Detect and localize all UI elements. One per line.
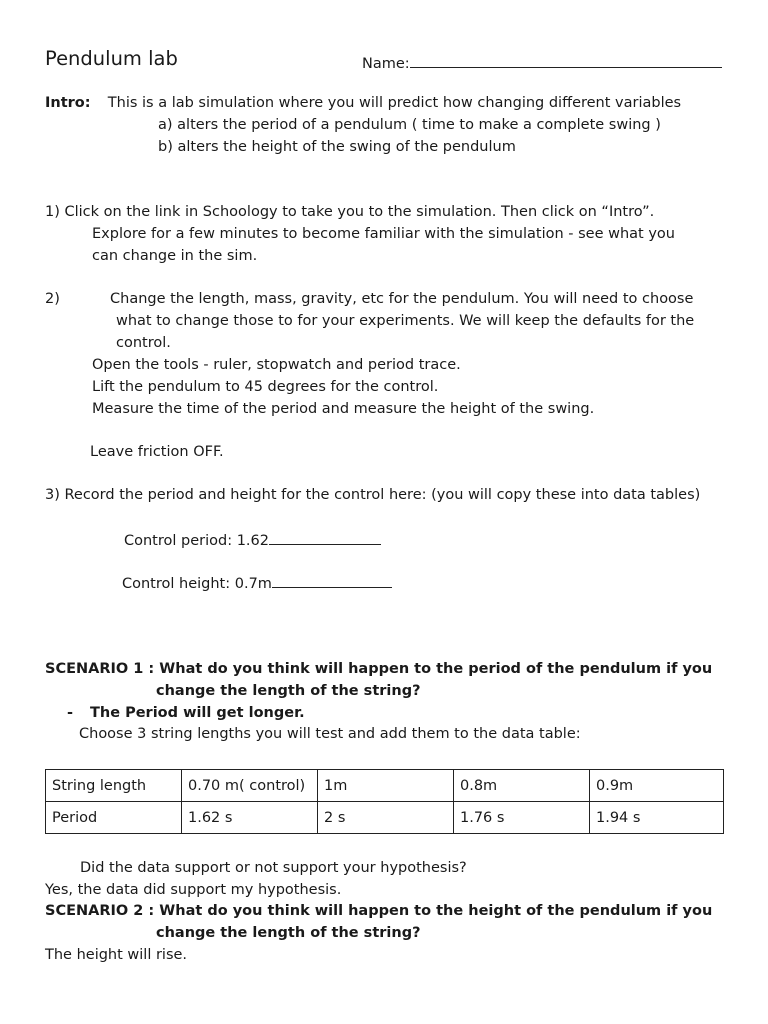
- table-cell: 1m: [318, 770, 454, 802]
- step1-line1: 1) Click on the link in Schoology to take you to the simulation. Then click on “Intro”.: [45, 204, 655, 220]
- scenario2-line1: SCENARIO 2 : What do you think will happen to the height of the pendulum if you: [45, 903, 713, 919]
- scenario1-line1: SCENARIO 1 : What do you think will happen to the period of the pendulum if you: [45, 661, 713, 677]
- table-cell: 1.94 s: [590, 802, 724, 834]
- control-height: [122, 574, 392, 592]
- scenario1-line2: change the length of the string?: [156, 683, 421, 699]
- data-table: [45, 769, 724, 834]
- list-item-text: alters the height of the swing of the pendulum: [177, 139, 516, 155]
- name-label: Name:: [362, 56, 410, 72]
- table-cell: 0.8m: [454, 770, 590, 802]
- list-marker: a): [158, 117, 173, 133]
- step1-line3: can change in the sim.: [92, 248, 258, 264]
- step2-number: 2): [45, 291, 60, 307]
- table-cell: 1.76 s: [454, 802, 590, 834]
- control-height-blank: [272, 574, 392, 588]
- intro-item-a: [158, 117, 661, 133]
- scenario2-answer: The height will rise.: [45, 947, 188, 963]
- table-row: [46, 770, 724, 802]
- control-period-blank: [269, 531, 381, 545]
- page-title: Pendulum lab: [45, 47, 178, 70]
- control-period-label: Control period: 1.62: [124, 533, 269, 549]
- list-item-text: alters the period of a pendulum ( time to make a complete swing ): [177, 117, 661, 133]
- control-period: [124, 531, 381, 549]
- scenario1-bullet-marker: -: [67, 705, 74, 721]
- step2-line7: Leave friction OFF.: [90, 444, 224, 460]
- scenario2-line2: change the length of the string?: [156, 925, 421, 941]
- name-blank-line: [410, 53, 722, 68]
- intro-text: This is a lab simulation where you will predict how changing different variables: [107, 95, 682, 111]
- step2-line6: Measure the time of the period and measure the height of the swing.: [92, 401, 595, 417]
- intro-paragraph: [45, 95, 681, 111]
- table-row: [46, 802, 724, 834]
- step2-line1: Change the length, mass, gravity, etc for the pendulum. You will need to choose: [110, 291, 694, 307]
- scenario1-hypothesis: The Period will get longer.: [90, 705, 305, 721]
- intro-item-b: [158, 139, 516, 155]
- scenario1-instruction: Choose 3 string lengths you will test and add them to the data table:: [79, 726, 581, 742]
- control-height-label: Control height: 0.7m: [122, 576, 272, 592]
- table-cell: 2 s: [318, 802, 454, 834]
- step2-line2: what to change those to for your experiments. We will keep the defaults for the: [116, 313, 695, 329]
- step2-line4: Open the tools - ruler, stopwatch and period trace.: [92, 357, 461, 373]
- table-cell: 1.62 s: [182, 802, 318, 834]
- step3-text: 3) Record the period and height for the control here: (you will copy these into data tables): [45, 487, 701, 503]
- scenario1-question: Did the data support or not support your hypothesis?: [80, 860, 467, 876]
- name-field: [362, 53, 722, 72]
- table-cell: 0.9m: [590, 770, 724, 802]
- table-cell: 0.70 m( control): [182, 770, 318, 802]
- step1-line2: Explore for a few minutes to become familiar with the simulation - see what you: [92, 226, 675, 242]
- table-cell: Period: [46, 802, 182, 834]
- scenario1-answer: Yes, the data did support my hypothesis.: [45, 882, 342, 898]
- list-marker: b): [158, 139, 173, 155]
- step2-line5: Lift the pendulum to 45 degrees for the control.: [92, 379, 439, 395]
- table-cell: String length: [46, 770, 182, 802]
- intro-label: Intro:: [45, 95, 91, 111]
- step2-line3: control.: [116, 335, 171, 351]
